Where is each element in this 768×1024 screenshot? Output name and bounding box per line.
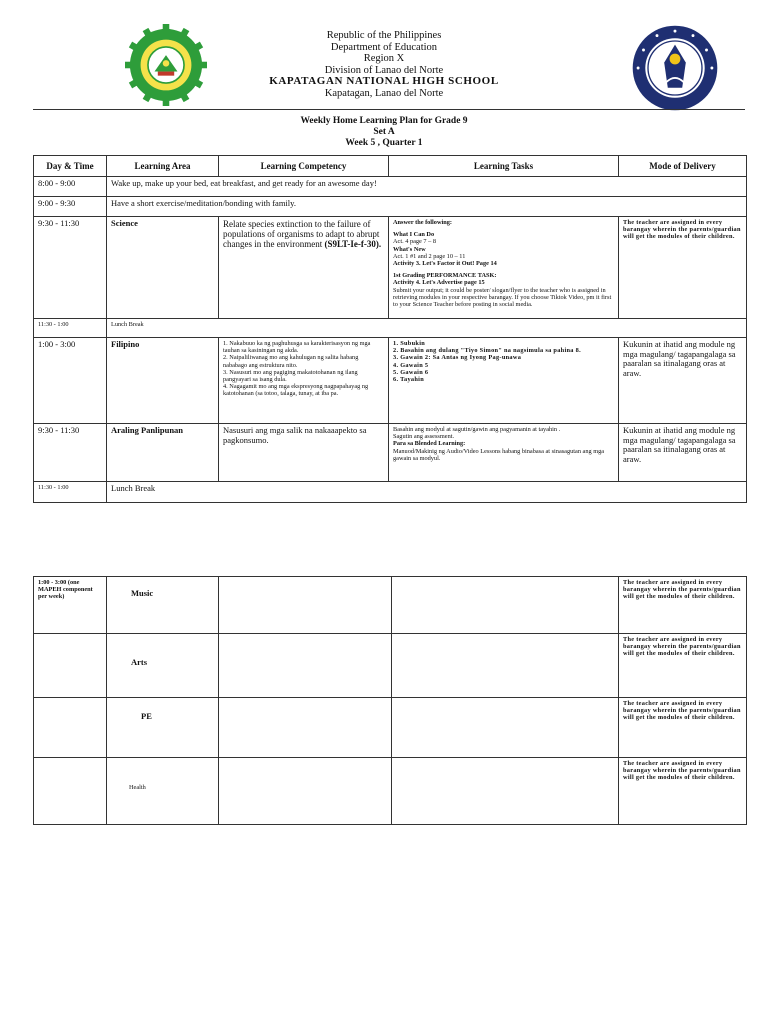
competency-line: 1. Nakabuuo ka ng paghuhusga sa karakterisasyon ng mga tauhan sa kasiningan ng akda.: [223, 340, 371, 355]
task-line: 2. Basahin ang dulang "Tiyo Simon" na nagsimula sa pahina 8.: [393, 347, 581, 355]
task-line: Activity 4. Let's Advertise page 15: [393, 279, 485, 287]
table-row: [34, 217, 747, 319]
column-header: Learning Competency: [219, 156, 389, 177]
delivery-cell: The teacher are assigned in every barangay wherein the parents/guardian will get the modules of their children.: [619, 758, 747, 825]
time-cell: 1:00 - 3:00: [34, 338, 107, 424]
table-row: [34, 758, 747, 825]
task-line: 3. Gawain 2: Sa Antas ng Iyong Pag-unawa: [393, 354, 522, 362]
task-line: Answer the following:: [393, 219, 453, 226]
tasks-cell: [392, 634, 619, 698]
tasks-cell: [389, 338, 619, 424]
delivery-cell: Kukunin at ihatid ang module ng mga magulang/ tagapangalaga sa paaralan sa itinalagang oras at araw.: [619, 424, 747, 482]
task-line: 4. Gawain 5: [393, 361, 429, 369]
tasks-cell: [389, 217, 619, 319]
task-line: Act. 4 page 7 – 8: [393, 238, 437, 246]
competency-text: Relate species extinction to the failure of populations of organisms to adapt to abrupt changes in the environment: [223, 219, 380, 249]
competency-cell: [219, 217, 389, 319]
table-row: [34, 577, 747, 634]
column-header: Mode of Delivery: [619, 156, 747, 177]
competency-line: 3. Nasusuri mo ang pagiging makatotohanan ng ilang pangyayari sa isang dula.: [223, 368, 358, 384]
learning-area-cell: Filipino: [107, 338, 219, 424]
mapeh-table: [33, 576, 747, 825]
plan-title-line2: Set A: [373, 127, 395, 137]
learning-area-cell: Health: [107, 758, 219, 825]
activity-cell: Lunch Break: [107, 482, 747, 503]
task-line: Act. 1 #1 and 2 page 10 – 11: [393, 252, 466, 260]
header-divider: [33, 109, 745, 110]
plan-title: [0, 116, 768, 149]
delivery-cell: The teacher are assigned in every barangay wherein the parents/guardian will get the modules of their children.: [619, 577, 747, 634]
letterhead: [0, 30, 768, 99]
time-cell: [34, 758, 107, 825]
time-cell: 1:00 - 3:00 (one MAPEH component per week): [34, 577, 107, 634]
time-cell: 9:30 - 11:30: [34, 217, 107, 319]
task-line: 1. Subukin: [393, 340, 426, 347]
plan-title-line3: Week 5 , Quarter 1: [345, 138, 423, 148]
learning-plan-table: [33, 155, 747, 503]
column-header: Learning Area: [107, 156, 219, 177]
table-row: [34, 424, 747, 482]
tasks-cell: [392, 577, 619, 634]
activity-cell: Wake up, make up your bed, eat breakfast, and get ready for an awesome day!: [107, 177, 747, 197]
table-header-row: [34, 156, 747, 177]
learning-area-cell: PE: [107, 698, 219, 758]
school-address: Kapatagan, Lanao del Norte: [324, 87, 444, 99]
competency-cell: [219, 634, 392, 698]
table-row: [34, 338, 747, 424]
tasks-cell: [389, 424, 619, 482]
column-header: Learning Tasks: [389, 156, 619, 177]
time-cell: [34, 634, 107, 698]
activity-cell: Have a short exercise/meditation/bonding with family.: [107, 197, 747, 217]
delivery-cell: The teacher are assigned in every barangay wherein the parents/guardian will get the modules of their children.: [619, 217, 747, 319]
task-line: Manuod/Makinig ng Audio/Video Lessons habang binabasa at sinasagutan ang mga gawain sa modyul.: [393, 447, 605, 462]
table-row: [34, 319, 747, 338]
table-row: [34, 197, 747, 217]
learning-area-cell: Science: [107, 217, 219, 319]
competency-cell: [219, 338, 389, 424]
table-row: [34, 698, 747, 758]
header-line: Region X: [363, 53, 405, 64]
task-line: Activity 3. Let's Factor it Out! Page 14: [393, 260, 497, 268]
competency-cell: Nasusuri ang mga salik na nakaaapekto sa pagkonsumo.: [219, 424, 389, 482]
delivery-cell: The teacher are assigned in every barangay wherein the parents/guardian will get the modules of their children.: [619, 634, 747, 698]
delivery-cell: Kukunin at ihatid ang module ng mga magulang/ tagapangalaga sa paaralan sa itinalagang oras at araw.: [619, 338, 747, 424]
task-line: Sagutin ang assessment.: [393, 433, 455, 441]
competency-line: 2. Naipaliliwanag mo ang kahulugan ng salita habang nababago ang estruktura nito.: [223, 354, 359, 369]
competency-cell: [219, 698, 392, 758]
time-cell: [34, 698, 107, 758]
learning-area-cell: Music: [107, 577, 219, 634]
header-line: Department of Education: [330, 41, 438, 53]
tasks-cell: [392, 758, 619, 825]
header-line: Division of Lanao del Norte: [324, 64, 444, 76]
time-cell: 11:30 - 1:00: [34, 482, 107, 503]
header-line: Republic of the Philippines: [326, 30, 442, 41]
table-row: [34, 177, 747, 197]
time-cell: 9:00 - 9:30: [34, 197, 107, 217]
delivery-cell: The teacher are assigned in every barangay wherein the parents/guardian will get the modules of their children.: [619, 698, 747, 758]
learning-area-cell: Araling Panlipunan: [107, 424, 219, 482]
task-line: What I Can Do: [393, 231, 435, 239]
column-header: Day & Time: [34, 156, 107, 177]
task-line: Para sa Blended Learning:: [393, 440, 466, 448]
time-cell: 11:30 - 1:00: [34, 319, 107, 338]
school-name: KAPATAGAN NATIONAL HIGH SCHOOL: [269, 75, 499, 87]
time-cell: 8:00 - 9:00: [34, 177, 107, 197]
task-line: 6. Tayahin: [393, 376, 425, 384]
task-line: What's New: [393, 245, 426, 253]
task-line: 5. Gawain 6: [393, 368, 429, 376]
competency-cell: [219, 758, 392, 825]
competency-cell: [219, 577, 392, 634]
table-row: [34, 482, 747, 503]
task-line: Basahin ang modyul at sagutin/gawin ang pagyamanin at tayahin .: [393, 426, 561, 433]
table-row: [34, 634, 747, 698]
learning-area-cell: Arts: [107, 634, 219, 698]
competency-line: 4. Nagagamit mo ang mga ekspresyong nagpapahayag ng katotohanan (sa totoo, talaga, tunay, at iba pa.: [223, 383, 369, 398]
task-line: Submit your output; it could be poster/ slogan/flyer to the teacher who is assigned in retrieving modules in your respective barangay. If you choose Tiktok Video, pm it first to your Science Teacher before posting in social media.: [393, 286, 612, 309]
plan-title-line1: Weekly Home Learning Plan for Grade 9: [300, 116, 468, 126]
competency-code: (S9LT-Ie-f-30).: [324, 239, 382, 249]
task-line: 1st Grading PERFORMANCE TASK:: [393, 272, 497, 280]
activity-cell: Lunch Break: [107, 319, 747, 338]
tasks-cell: [392, 698, 619, 758]
time-cell: 9:30 - 11:30: [34, 424, 107, 482]
